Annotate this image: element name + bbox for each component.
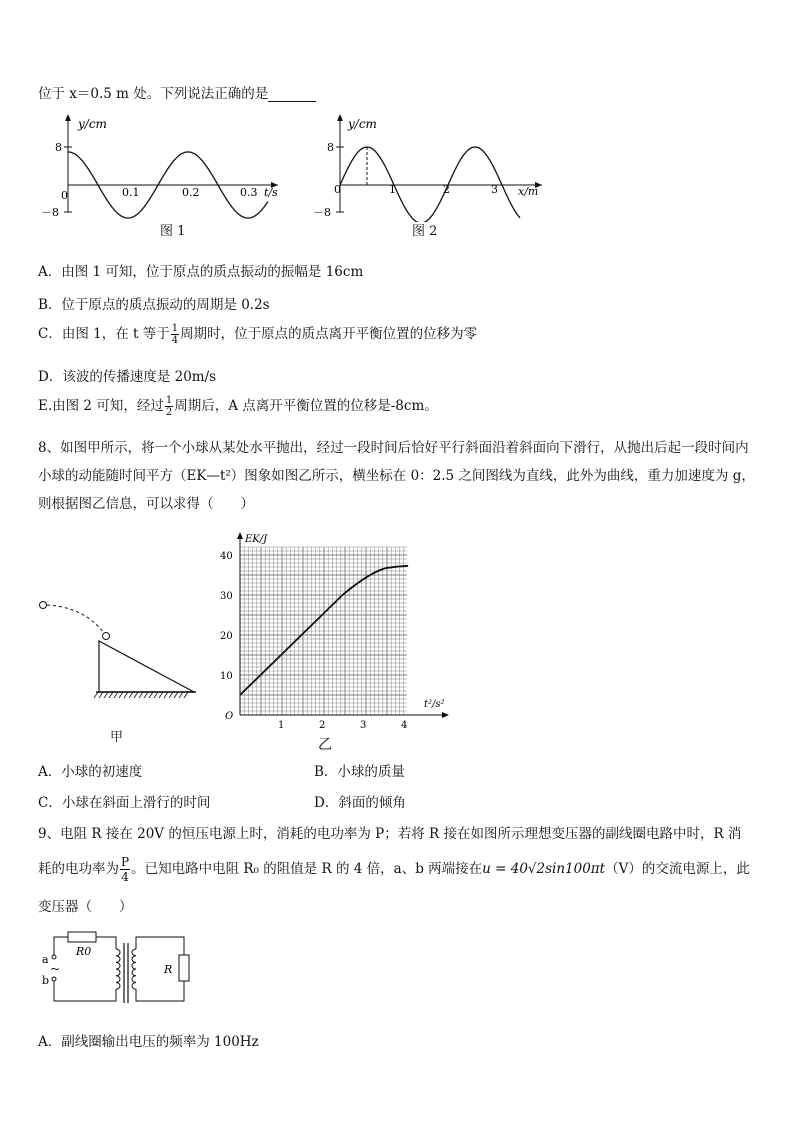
frac-den: 4	[171, 335, 179, 346]
wire-a-top	[54, 937, 68, 955]
fig2-origin: 0	[334, 183, 341, 196]
r-resistor	[179, 955, 189, 981]
hatch-line	[154, 692, 158, 698]
frac-num: 1	[171, 323, 179, 334]
fig1-xlabel: t/s	[264, 186, 278, 199]
yi-xlabel: t²/s²	[424, 699, 445, 710]
fig1-y-arrow	[65, 114, 71, 121]
frac-den: 2	[165, 407, 173, 418]
frac-num: P	[121, 855, 130, 869]
fig2-xtick-1: 1	[389, 183, 396, 196]
yi-y-arrow	[237, 532, 243, 539]
trajectory	[47, 605, 104, 633]
q7-option-c-pre: C．由图 1，在 t 等于	[38, 326, 170, 342]
q9-power-fraction	[120, 855, 130, 884]
q9-line3: 变压器（ ）	[38, 899, 133, 915]
q9-line2-post: （V）的交流电源上，此	[605, 861, 750, 877]
wire-top-primary	[96, 937, 116, 949]
fig1-ytick-8: 8	[55, 141, 62, 154]
q7-option-c-post: 周期时，位于原点的质点离开平衡位置的位移为零	[180, 326, 478, 342]
r0-resistor	[68, 932, 96, 942]
q8-option-d: D．斜面的倾角	[314, 795, 406, 811]
x-tick-label: 4	[401, 720, 408, 730]
terminal-a	[52, 955, 56, 959]
a-label: a	[42, 953, 49, 966]
fig-jia-caption: 甲	[110, 730, 124, 745]
terminal-b	[52, 977, 56, 981]
q8-option-a: A．小球的初速度	[38, 764, 143, 780]
q9-line1: 9、电阻 R 接在 20V 的恒压电源上时，消耗的电功率为 P；若将 R 接在如图所示理想变压器的副线圈电路中时，R 消	[38, 826, 742, 842]
hatch-line	[174, 692, 178, 698]
q9-option-a: A．副线圈输出电压的频率为 100Hz	[38, 1034, 259, 1050]
figure-transformer-circuit	[36, 925, 196, 1010]
fig1-xtick-0-1: 0.1	[122, 186, 140, 199]
y-tick-label: 20	[220, 631, 233, 642]
fig2-ylabel: y/cm	[348, 117, 377, 131]
b-label: b	[42, 974, 50, 987]
question-stem-tail	[38, 82, 316, 102]
fig2-ytick-8: 8	[327, 141, 334, 154]
hatch-line	[164, 692, 168, 698]
q7-option-e-post: 周期后，A 点离开平衡位置的位移是-8cm。	[174, 398, 438, 414]
fig2-y-arrow	[337, 114, 343, 121]
wire-b-bottom	[54, 981, 116, 1001]
figure-1-vibration-graph	[38, 112, 288, 222]
fig-yi-caption: 乙	[318, 737, 332, 753]
frac-den: 4	[121, 870, 129, 884]
hatch-line	[99, 692, 103, 698]
hatch-line	[179, 692, 183, 698]
q7-option-c-fraction	[171, 323, 179, 346]
fig1-xtick-0-2: 0.2	[182, 186, 200, 199]
hatch-line	[144, 692, 148, 698]
primary-coil	[116, 949, 120, 989]
figure-yi-ek-t2-graph	[215, 530, 455, 730]
hatch-line	[129, 692, 133, 698]
hatch-line	[119, 692, 123, 698]
wire-secondary-bottom	[136, 981, 184, 1001]
hatch-line	[94, 692, 98, 698]
hatch-line	[149, 692, 153, 698]
ground-hatch	[94, 692, 188, 698]
q9-line2	[38, 855, 750, 884]
incline	[99, 641, 194, 692]
q7-option-e-fraction	[165, 395, 173, 418]
q9-line2-pre: 耗的电功率为	[38, 861, 119, 877]
yi-x-arrow	[442, 712, 449, 718]
hatch-line	[104, 692, 108, 698]
answer-blank	[268, 87, 316, 102]
intro-text: 位于 x＝0.5 m 处。下列说法正确的是	[38, 86, 269, 102]
fig2-ytick-m8: －8	[313, 206, 331, 219]
hatch-line	[114, 692, 118, 698]
q7-option-e-pre: E.由图 2 可知，经过	[38, 398, 164, 414]
q7-option-c	[38, 322, 477, 346]
ball-on-incline	[103, 633, 110, 640]
hatch-line	[134, 692, 138, 698]
hatch-line	[109, 692, 113, 698]
x-tick-label: 2	[319, 720, 326, 730]
q8-option-c: C．小球在斜面上滑行的时间	[38, 795, 211, 811]
fig2-caption: 图 2	[412, 224, 438, 239]
q9-line2-mid: 。已知电路中电阻 R₀ 的阻值是 R 的 4 倍，a、b 两端接在	[131, 861, 483, 877]
q7-option-b: B．位于原点的质点振动的周期是 0.2s	[38, 297, 270, 313]
fig2-xtick-2: 2	[443, 183, 450, 196]
hatch-line	[124, 692, 128, 698]
fig1-xtick-0-3: 0.3	[240, 186, 258, 199]
yi-y-ticks	[220, 551, 233, 682]
ac-source-symbol: ~	[50, 962, 61, 976]
yi-ylabel: EK/J	[245, 534, 268, 545]
q7-option-e	[38, 394, 438, 418]
y-tick-label: 40	[220, 551, 233, 562]
hatch-line	[159, 692, 163, 698]
hatch-line	[139, 692, 143, 698]
fig1-ylabel: y/cm	[78, 117, 107, 131]
wire-secondary-top	[136, 937, 184, 955]
fig1-caption: 图 1	[160, 224, 186, 239]
q8-option-b: B．小球的质量	[314, 764, 405, 780]
secondary-coil	[132, 949, 136, 989]
q7-option-a: A．由图 1 可知，位于原点的质点振动的振幅是 16cm	[38, 264, 364, 280]
fig1-origin: 0	[61, 189, 68, 202]
q8-stem: 8、如图甲所示，将一个小球从某处水平抛出，经过一段时间后恰好平行斜面沿着斜面向下滑行，从抛出后起一段时间内小球的动能随时间平方（EK—t²）图象如图乙所示，横坐标在 0：2.5 之间图线为直线，此外为曲线，重力加速度为 g，则根据图乙信息，可以求得（ ）	[38, 440, 755, 512]
hatch-line	[169, 692, 173, 698]
yi-x-ticks	[278, 720, 407, 730]
x-tick-label: 1	[278, 720, 285, 730]
y-tick-label: 10	[220, 671, 233, 682]
y-tick-label: 30	[220, 591, 233, 602]
q7-option-d: D．该波的传播速度是 20m/s	[38, 369, 217, 385]
fig2-xlabel: x/m	[518, 185, 539, 198]
q9-formula: u = 40√2sin100πt	[482, 861, 606, 877]
fig2-xtick-3: 3	[491, 183, 498, 196]
r-label: R	[164, 963, 173, 976]
figure-2-wave-graph	[310, 112, 550, 222]
r0-label: R0	[76, 945, 92, 958]
x-tick-label: 3	[360, 720, 367, 730]
hatch-line	[184, 692, 188, 698]
graph-grid	[240, 547, 407, 715]
yi-origin: O	[225, 711, 234, 722]
frac-num: 1	[165, 395, 173, 406]
figure-jia-incline	[36, 595, 206, 705]
fig1-ytick-m8: －8	[41, 206, 59, 219]
ball-start	[40, 602, 47, 609]
